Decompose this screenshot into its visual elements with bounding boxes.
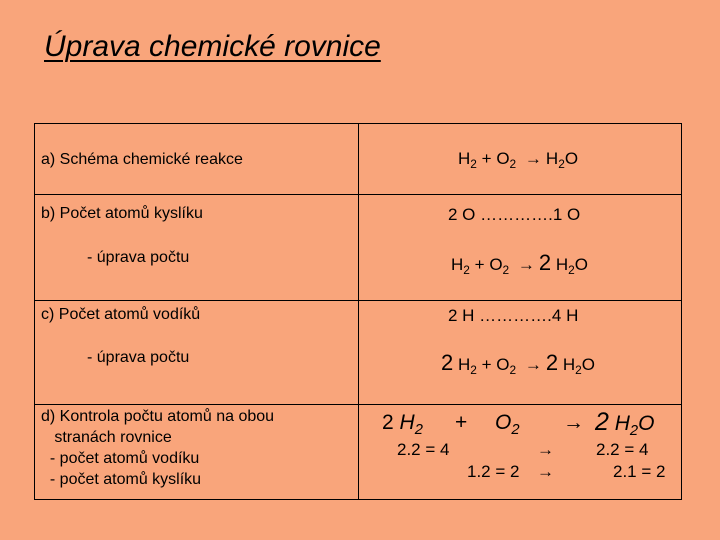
row-label-check: d) Kontrola počtu atomů na obou stranách rovnice - počet atomů vodíku - počet atomů kyslíku: [41, 408, 275, 488]
check-left-oxygen: 1.2 = 2: [467, 462, 520, 481]
row-divider: [35, 404, 681, 405]
check-right-hydrogen: 2.2 = 4: [596, 440, 649, 459]
row-label-hydrogen-adjust: - úprava počtu: [87, 349, 190, 366]
equation-table: [34, 123, 682, 500]
oxygen-count: 2 O ………….1 O: [448, 205, 581, 224]
check-plus: +: [455, 411, 468, 434]
check-right-h2o: 2 $H_2O$: [595, 408, 655, 440]
final-equation: 2 $H_2 + O_2 \to 2$ $H_2O$: [441, 350, 596, 378]
hydrogen-count: 2 H ………….4 H: [448, 306, 579, 325]
row-label-scheme: a) Schéma chemické reakce: [41, 151, 243, 168]
scheme-equation: $H_2 + O_2 \to H_2O$: [458, 149, 579, 172]
row-divider: [35, 300, 681, 301]
check-arrow-hydrogen: →: [537, 440, 554, 459]
check-o2: $O_2$: [495, 411, 520, 439]
check-left-hydrogen: 2.2 = 4: [397, 440, 450, 459]
row-label-hydrogen: c) Počet atomů vodíků: [41, 306, 201, 323]
check-left-h2: 2 $H_2$: [382, 411, 423, 439]
check-right-oxygen: 2.1 = 2: [613, 462, 666, 481]
oxygen-adjusted-equation: $H_2 + O_2 \to 2$ $H_2O$: [451, 250, 589, 278]
row-label-oxygen-adjust: - úprava počtu: [87, 249, 190, 266]
page-title: Úprava chemické rovnice: [44, 30, 381, 63]
check-arrow-oxygen: →: [537, 462, 554, 481]
row-divider: [35, 194, 681, 195]
row-label-oxygen: b) Počet atomů kyslíku: [41, 205, 203, 222]
column-divider: [358, 124, 359, 499]
check-arrow: →: [563, 411, 584, 434]
